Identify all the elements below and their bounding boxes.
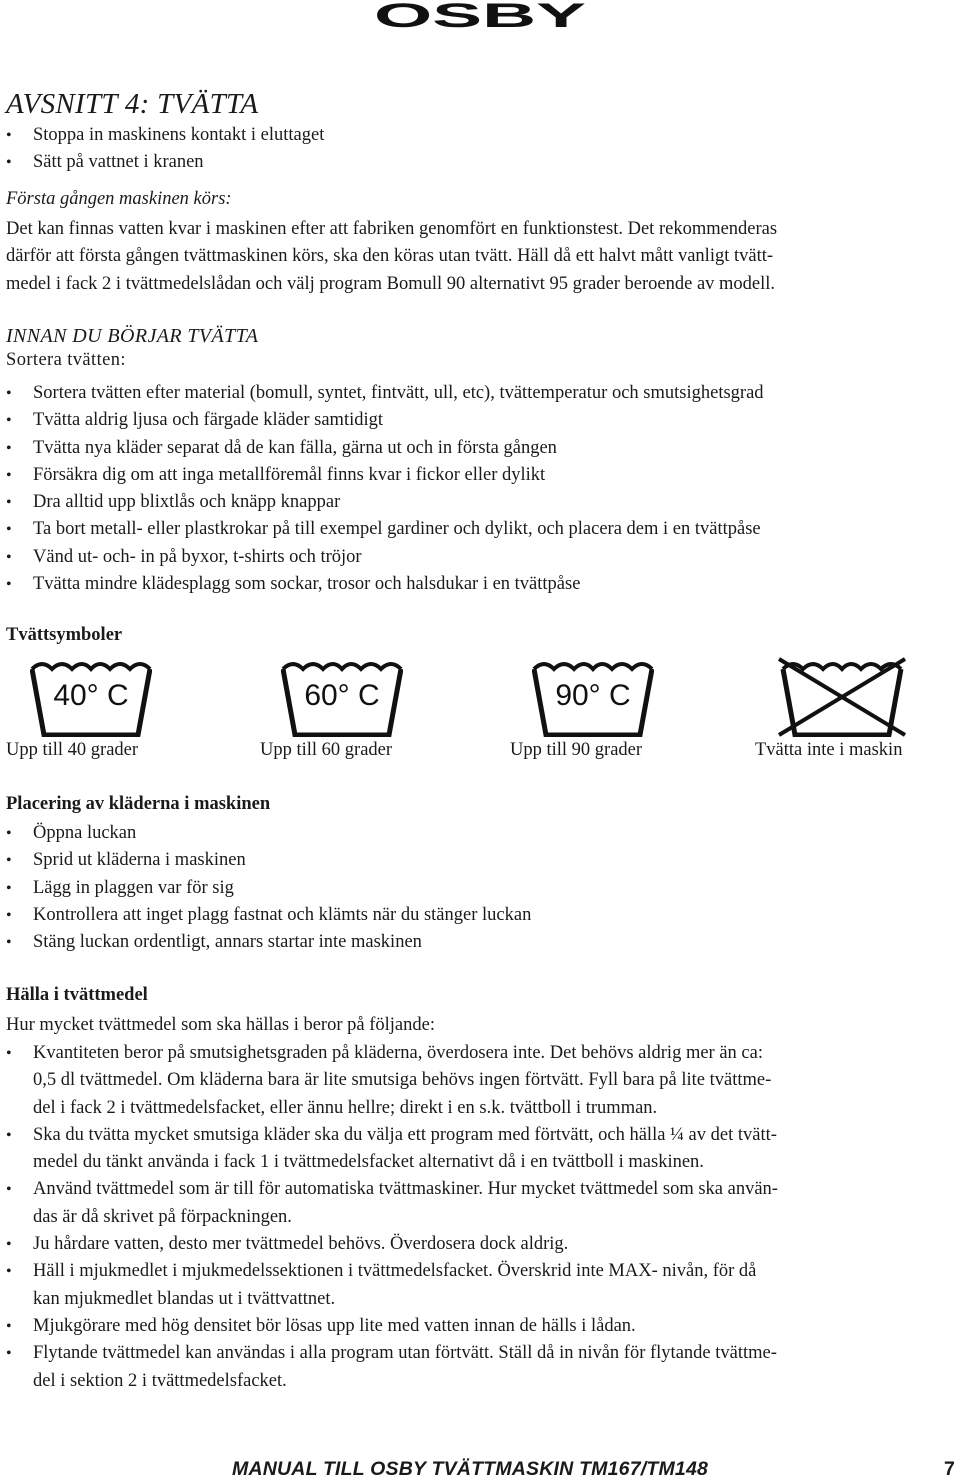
list-item: • Tvätta mindre klädesplagg som sockar, trosor och halsdukar i en tvättpåse: [6, 571, 764, 598]
text-line: • Ju hårdare vatten, desto mer tvättmedel behövs. Överdosera dock aldrig.: [33, 1234, 569, 1255]
intro-list: [6, 122, 324, 177]
wash-60-caption: Upp till 60 grader: [260, 740, 393, 760]
sort-subheading: Sortera tvätten:: [6, 350, 126, 370]
section-title: AVSNITT 4: TVÄTTA: [6, 88, 259, 120]
list-item: • Dra alltid upp blixtlås och knäpp knappar: [6, 489, 764, 516]
list-item: [6, 1040, 954, 1122]
detergent-intro: Hur mycket tvättmedel som ska hällas i beror på följande:: [6, 1015, 435, 1035]
list-item: • Sätt på vattnet i kranen: [6, 149, 324, 176]
text-line: das är då skrivet på förpackningen.: [33, 1206, 292, 1227]
text-line: 0,5 dl tvättmedel. Om kläderna bara är lite smutsiga behövs ingen förtvätt. Fyll bara på lite tvättme-: [33, 1070, 772, 1091]
text-line: Det kan finnas vatten kvar i maskinen efter att fabriken genomfört en funktionstest. Det rekommenderas: [6, 219, 778, 239]
list-item: • Öppna luckan: [6, 820, 531, 847]
text-line: medel i fack 2 i tvättmedelslådan och välj program Bomull 90 alternativt 95 grader beroende av modell.: [6, 273, 776, 294]
osby-logo: [372, 0, 588, 30]
before-washing-heading: INNAN DU BÖRJAR TVÄTTA: [6, 325, 259, 347]
symbols-heading: Tvättsymboler: [6, 625, 123, 645]
logo-text: OSBY: [374, 0, 587, 30]
list-item: • Sprid ut kläderna i maskinen: [6, 847, 531, 874]
placement-list: [6, 820, 531, 956]
wash-90-icon: [532, 655, 654, 737]
list-item: • Försäkra dig om att inga metallföremål finns kvar i fickor eller dylikt: [6, 462, 764, 489]
list-item: [6, 1176, 954, 1231]
text-line: • Använd tvättmedel som är till för automatiska tvättmaskiner. Hur mycket tvättmedel som ska använ-: [33, 1179, 778, 1200]
text-line: • Flytande tvättmedel kan användas i alla program utan förtvätt. Ställ då in nivån för flytande tvättme-: [33, 1343, 777, 1364]
placement-heading: Placering av kläderna i maskinen: [6, 794, 271, 814]
text-line: • Mjukgörare med hög densitet bör lösas upp lite med vatten innan de hälls i lådan.: [33, 1315, 636, 1336]
wash-90-label: 90° C: [555, 679, 631, 712]
list-item: • Lägg in plaggen var för sig: [6, 875, 531, 902]
footer-title: MANUAL TILL OSBY TVÄTTMASKIN TM167/TM148: [232, 1458, 709, 1480]
list-item: [6, 1313, 954, 1340]
text-line: därför att första gången tvättmaskinen körs, ska den köras utan tvätt. Häll då ett halvt mått vanligt tvätt-: [6, 246, 774, 267]
wash-90-caption: Upp till 90 grader: [510, 740, 643, 760]
wash-60-label: 60° C: [304, 679, 380, 712]
list-item: [6, 1258, 954, 1313]
text-line: del i sektion 2 i tvättmedelsfacket.: [33, 1370, 287, 1391]
detergent-list: [6, 1040, 954, 1395]
first-run-paragraph: [6, 216, 954, 298]
text-line: medel du tänkt använda i fack 1 i tvättmedelsfacket alternativt då i en tvättboll i maskinen.: [33, 1152, 704, 1173]
detergent-heading: Hälla i tvättmedel: [6, 985, 148, 1005]
sort-list: [6, 380, 764, 598]
wash-40-label: 40° C: [53, 679, 129, 712]
list-item: • Tvätta nya kläder separat då de kan fälla, gärna ut och in första gången: [6, 435, 764, 462]
list-item: • Ta bort metall- eller plastkrokar på till exempel gardiner och dylikt, och placera dem i en tvättpåse: [6, 516, 764, 543]
wash-60-icon: [281, 655, 403, 737]
list-item: [6, 1340, 954, 1395]
list-item: [6, 1122, 954, 1177]
list-item: • Stäng luckan ordentligt, annars startar inte maskinen: [6, 929, 531, 956]
do-not-wash-icon: [775, 655, 909, 737]
list-item: [6, 1231, 954, 1258]
wash-40-caption: Upp till 40 grader: [6, 740, 139, 760]
text-line: kan mjukmedlet blandas ut i tvättvattnet.: [33, 1288, 336, 1309]
wash-40-icon: [30, 655, 152, 737]
page-number: 7: [944, 1458, 955, 1480]
do-not-wash-caption: Tvätta inte i maskin: [755, 740, 903, 760]
text-line: del i fack 2 i tvättmedelsfacket, eller ännu hellre; direkt i en s.k. tvättboll i trumman.: [33, 1097, 658, 1118]
text-line: • Kvantiteten beror på smutsighetsgraden på kläderna, överdosera inte. Det behövs aldrig mer än ca:: [33, 1043, 763, 1063]
list-item: • Kontrollera att inget plagg fastnat och klämts när du stänger luckan: [6, 902, 531, 929]
first-run-heading: Första gången maskinen körs:: [6, 189, 232, 209]
list-item: • Vänd ut- och- in på byxor, t-shirts och tröjor: [6, 544, 764, 571]
list-item: • Tvätta aldrig ljusa och färgade kläder samtidigt: [6, 407, 764, 434]
text-line: • Häll i mjukmedlet i mjukmedelssektionen i tvättmedelsfacket. Överskrid inte MAX- nivån, för då: [33, 1261, 757, 1282]
list-item: • Sortera tvätten efter material (bomull, syntet, fintvätt, ull, etc), tvättemperatur och smutsighetsgrad: [6, 380, 764, 407]
text-line: • Ska du tvätta mycket smutsiga kläder ska du välja ett program med förtvätt, och hälla ¼ av det tvätt-: [33, 1124, 777, 1145]
list-item: • Stoppa in maskinens kontakt i eluttaget: [6, 122, 324, 149]
